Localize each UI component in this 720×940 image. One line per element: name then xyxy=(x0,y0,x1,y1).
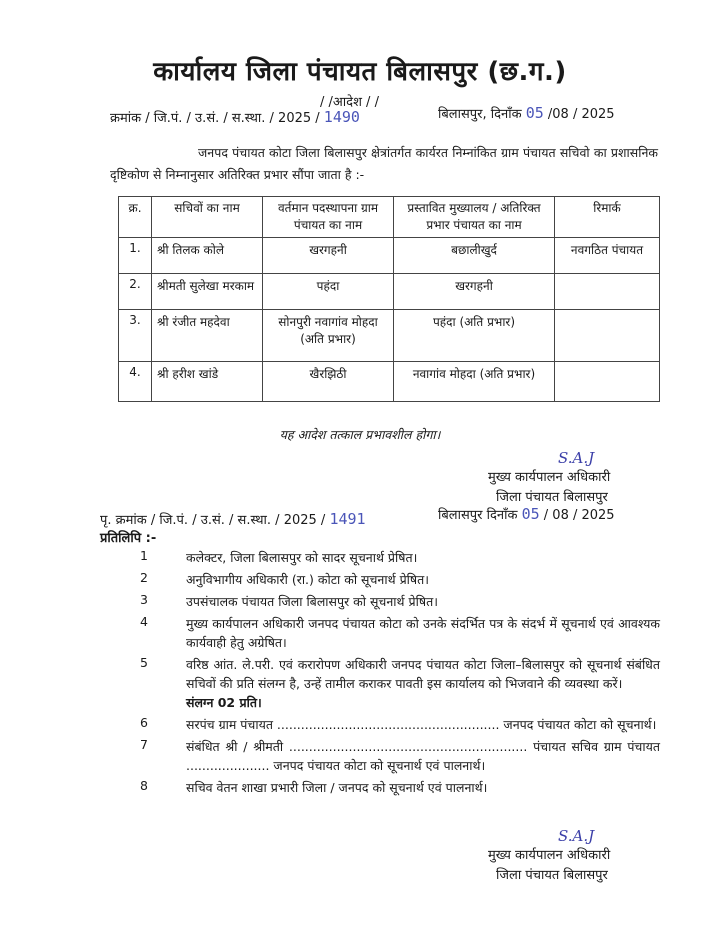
copy-date-day: 05 xyxy=(521,505,540,523)
signature-designation: मुख्य कार्यपालन अधिकारी xyxy=(488,848,611,863)
list-item-text: उपसंचालक पंचायत जिला बिलासपुर को सूचनार्थ प्रेषित। xyxy=(186,594,438,609)
list-item-text: सरपंच ग्राम पंचायत ........................................................ जनपद पंचायत कोटा को सूचनार्थ। xyxy=(186,717,657,732)
list-item-text: वरिष्ठ आंत. ले.परी. एवं करारोपण अधिकारी जनपद पंचायत कोटा जिला–बिलासपुर को सूचनार्थ संबंधित सचिवों की प्रति संलग्न है, उन्हें तामील कराकर पावती इस कार्यालय को भिजवाने की व्यवस्था करें। xyxy=(186,657,660,691)
intro-paragraph: जनपद पंचायत कोटा जिला बिलासपुर क्षेत्रांतर्गत कार्यरत निम्नांकित ग्राम पंचायत सचिवो का प्रशासनिक दृष्टिकोण से निम्नानुसार अतिरिक्त प्रभार सौंपा जाता है :- xyxy=(110,145,658,182)
list-item-text: कलेक्टर, जिला बिलासपुर को सादर सूचनार्थ प्रेषित। xyxy=(186,550,418,565)
list-item xyxy=(140,548,660,567)
row-current: खरगहनी xyxy=(263,238,394,274)
list-item xyxy=(140,715,660,734)
signature-mark: S.A.J xyxy=(558,449,595,467)
copy-ref-prefix: पृ. क्रमांक / जि.पं. / उ.सं. / स.स्था. / 2025 / xyxy=(100,513,326,528)
office-title: कार्यालय जिला पंचायत बिलासपुर (छ.ग.) xyxy=(153,57,567,87)
row-serial: 2. xyxy=(119,274,152,310)
order-reference xyxy=(110,108,360,126)
row-name: श्रीमती सुलेखा मरकाम xyxy=(152,274,263,310)
row-name: श्री रंजीत महदेवा xyxy=(152,310,263,362)
order-ref-number: 1490 xyxy=(323,108,360,126)
list-item-text: संबंधित श्री / श्रीमती ............................................................ पंचायत सचिव ग्राम पंचायत ..................... जनपद पंचायत कोटा को सूचनार्थ एवं पालनार्थ। xyxy=(186,739,660,773)
copy-date-prefix: बिलासपुर दिनाँक xyxy=(438,508,518,523)
list-item-text: सचिव वेतन शाखा प्रभारी जिला / जनपद को सूचनार्थ एवं पालनार्थ। xyxy=(186,780,488,795)
col-proposed: प्रस्तावित मुख्यालय / अतिरिक्त प्रभार पंचायत का नाम xyxy=(394,197,555,238)
col-current: वर्तमान पदस्थापना ग्राम पंचायत का नाम xyxy=(263,197,394,238)
row-proposed: खरगहनी xyxy=(394,274,555,310)
list-item xyxy=(140,570,660,589)
order-ref-prefix: क्रमांक / जि.पं. / उ.सं. / स.स्था. / 2025 / xyxy=(110,111,320,126)
order-date-rest: /08 / 2025 xyxy=(547,107,615,122)
list-item-number: 3 xyxy=(140,592,148,607)
row-serial: 1. xyxy=(119,238,152,274)
effect-note: यह आदेश तत्काल प्रभावशील होगा। xyxy=(279,427,441,442)
order-heading: / /आदेश / / xyxy=(320,95,379,110)
copy-reference xyxy=(100,510,366,528)
copy-date xyxy=(438,505,615,523)
row-proposed: नवागांव मोहदा (अति प्रभार) xyxy=(394,362,555,402)
col-remark: रिमार्क xyxy=(555,197,660,238)
signature-designation: मुख्य कार्यपालन अधिकारी xyxy=(488,470,611,485)
copy-date-rest: / 08 / 2025 xyxy=(543,508,615,523)
list-item xyxy=(140,737,660,775)
order-date-day: 05 xyxy=(525,104,544,122)
row-proposed: पहंदा (अति प्रभार) xyxy=(394,310,555,362)
list-item-text: अनुविभागीय अधिकारी (रा.) कोटा को सूचनार्थ प्रेषित। xyxy=(186,572,430,587)
order-date xyxy=(438,104,615,122)
list-item xyxy=(140,614,660,652)
list-item xyxy=(140,778,660,797)
list-item-number: 8 xyxy=(140,778,148,793)
table-row xyxy=(119,238,660,274)
row-name: श्री तिलक कोले xyxy=(152,238,263,274)
row-current: खैरझिठी xyxy=(263,362,394,402)
order-date-prefix: बिलासपुर, दिनाँक xyxy=(438,107,522,122)
col-serial: क्र. xyxy=(119,197,152,238)
row-proposed: बछालीखुर्द xyxy=(394,238,555,274)
row-current: पहंदा xyxy=(263,274,394,310)
table-row xyxy=(119,362,660,402)
table-header-row xyxy=(119,197,660,238)
copy-heading: प्रतिलिपि :- xyxy=(100,531,157,546)
list-item-number: 4 xyxy=(140,614,148,629)
copy-ref-number: 1491 xyxy=(329,510,366,528)
list-item-text: मुख्य कार्यपालन अधिकारी जनपद पंचायत कोटा को उनके संदर्भित पत्र के संदर्भ में सूचनार्थ एवं आवश्यक कार्यवाही हेतु अग्रेषित। xyxy=(186,616,660,650)
col-name: सचिवों का नाम xyxy=(152,197,263,238)
list-item xyxy=(140,655,660,712)
table-row xyxy=(119,274,660,310)
list-item-number: 6 xyxy=(140,715,148,730)
attachment-note: संलग्न 02 प्रति। xyxy=(186,695,262,710)
signature-office: जिला पंचायत बिलासपुर xyxy=(496,490,608,505)
row-remark xyxy=(555,274,660,310)
list-item xyxy=(140,592,660,611)
signature-office: जिला पंचायत बिलासपुर xyxy=(496,868,608,883)
row-current: सोनपुरी नवागांव मोहदा (अति प्रभार) xyxy=(263,310,394,362)
list-item-number: 1 xyxy=(140,548,148,563)
row-remark xyxy=(555,362,660,402)
row-remark: नवगठित पंचायत xyxy=(555,238,660,274)
signature-mark: S.A.J xyxy=(558,827,595,845)
row-remark xyxy=(555,310,660,362)
list-item-number: 2 xyxy=(140,570,148,585)
charge-table xyxy=(118,196,660,402)
copy-list xyxy=(140,548,660,800)
row-name: श्री हरीश खांडे xyxy=(152,362,263,402)
list-item-number: 5 xyxy=(140,655,148,670)
signature-block-bottom xyxy=(478,826,698,886)
row-serial: 3. xyxy=(119,310,152,362)
table-row xyxy=(119,310,660,362)
signature-block-top xyxy=(478,448,698,508)
row-serial: 4. xyxy=(119,362,152,402)
list-item-number: 7 xyxy=(140,737,148,752)
